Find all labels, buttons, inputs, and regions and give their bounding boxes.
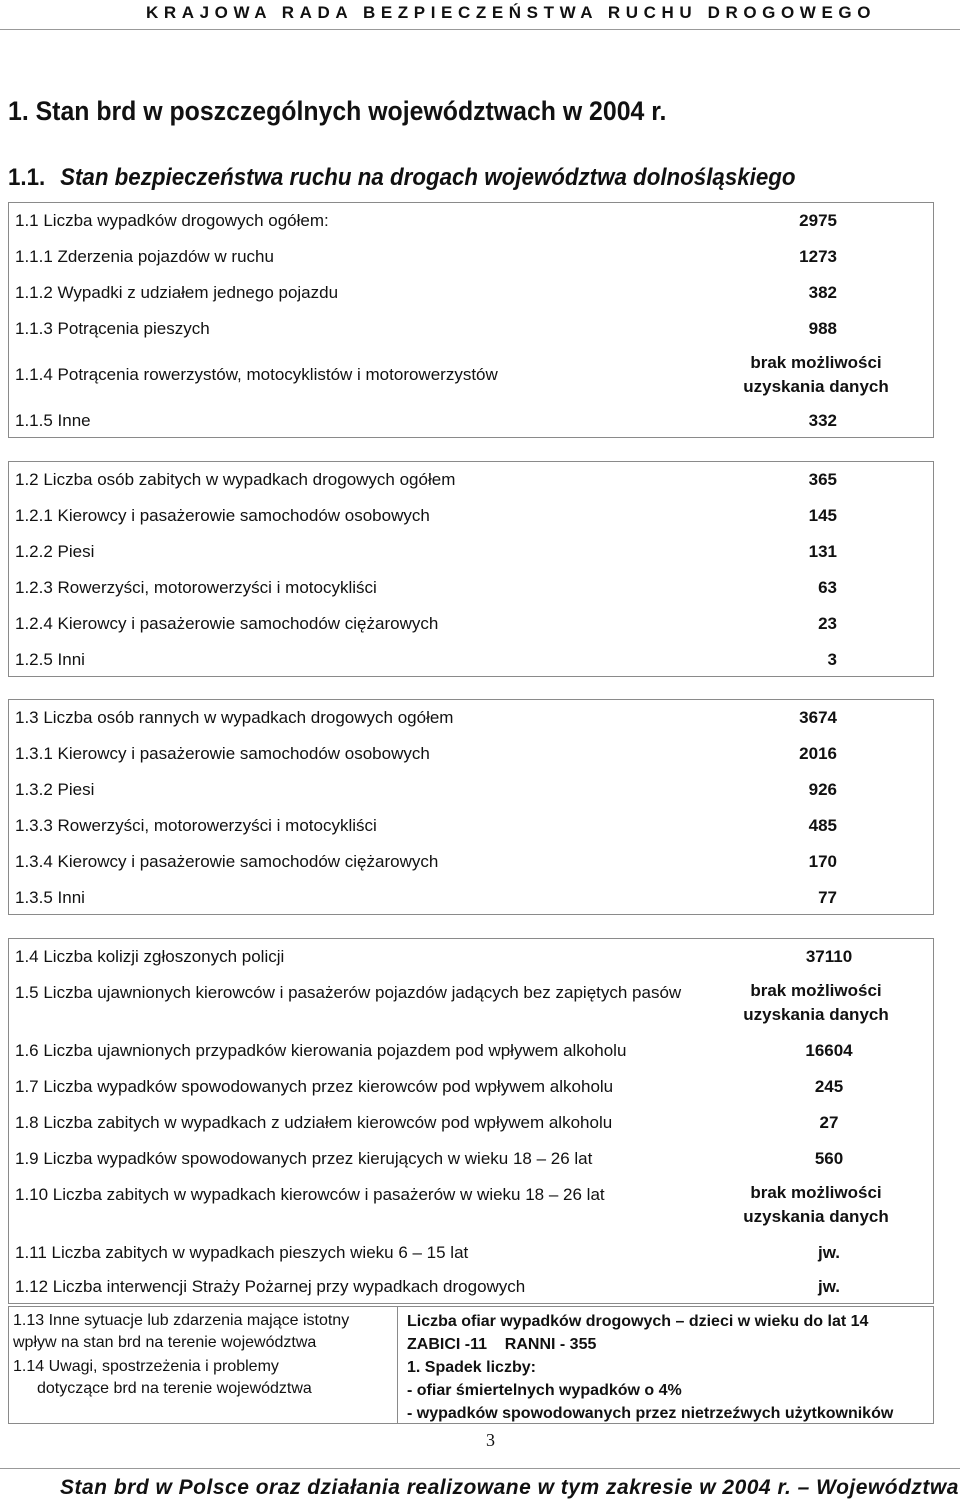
section-title-text: Stan bezpieczeństwa ruchu na drogach województwa dolnośląskiego xyxy=(60,164,796,191)
notes-divider xyxy=(397,1307,398,1423)
row-label: 1.1.1 Zderzenia pojazdów w ruchu xyxy=(15,247,274,266)
row-value: brak możliwości uzyskania danych xyxy=(743,981,889,1024)
notes-table xyxy=(8,1306,934,1424)
row-label: 1.3.4 Kierowcy i pasażerowie samochodów ciężarowych xyxy=(15,852,439,871)
page-header xyxy=(0,0,960,30)
row-label: 1.1.2 Wypadki z udziałem jednego pojazdu xyxy=(15,283,339,302)
notes-labels xyxy=(13,1310,395,1400)
table-row xyxy=(9,403,933,439)
row-value: 2016 xyxy=(799,744,837,763)
row-label: 1.2.4 Kierowcy i pasażerowie samochodów ciężarowych xyxy=(15,614,439,633)
row-value: 245 xyxy=(814,1077,844,1096)
row-label: 1.3.5 Inni xyxy=(15,888,85,907)
table-row xyxy=(9,975,933,1031)
table-row xyxy=(9,736,933,772)
row-label: 1.9 Liczba wypadków spowodowanych przez kierujących w wieku 18 – 26 lat xyxy=(15,1149,593,1168)
table-row xyxy=(9,606,933,642)
notes-content xyxy=(407,1310,927,1425)
table-row xyxy=(9,844,933,880)
row-value: 131 xyxy=(808,542,837,561)
row-value: 3 xyxy=(827,650,837,669)
table-row xyxy=(9,462,933,498)
table-row xyxy=(9,772,933,808)
row-label: 1.8 Liczba zabitych w wypadkach z udziałem kierowców pod wpływem alkoholu xyxy=(15,1113,613,1132)
note-label: 1.14 Uwagi, spostrzeżenia i problemy xyxy=(13,1358,279,1375)
row-value: 63 xyxy=(818,578,837,597)
table-row xyxy=(9,1105,933,1141)
row-label: 1.11 Liczba zabitych w wypadkach pieszych wieku 6 – 15 lat xyxy=(15,1243,469,1262)
table-row xyxy=(9,275,933,311)
fatalities-table xyxy=(8,461,934,677)
row-value: 988 xyxy=(808,319,837,338)
page-number: 3 xyxy=(486,1430,495,1450)
row-label: 1.2.3 Rowerzyści, motorowerzyści i motocykliści xyxy=(15,578,377,597)
row-value: 365 xyxy=(808,470,837,489)
row-value: 2975 xyxy=(799,211,837,230)
row-label: 1.2 Liczba osób zabitych w wypadkach drogowych ogółem xyxy=(15,470,456,489)
row-value: jw. xyxy=(817,1277,841,1296)
row-label: 1.2.5 Inni xyxy=(15,650,85,669)
table-row xyxy=(9,534,933,570)
footer-divider xyxy=(0,1468,960,1469)
row-value: 1273 xyxy=(799,247,837,266)
row-label: 1.7 Liczba wypadków spowodowanych przez kierowców pod wpływem alkoholu xyxy=(15,1077,614,1096)
row-label: 1.1 Liczba wypadków drogowych ogółem: xyxy=(15,211,329,230)
note-text: ZABICI -11 RANNI - 355 xyxy=(407,1336,597,1353)
row-label: 1.2.2 Piesi xyxy=(15,542,95,561)
row-value: 145 xyxy=(808,506,837,525)
row-label: 1.3.2 Piesi xyxy=(15,780,95,799)
accidents-table xyxy=(8,202,934,438)
other-statistics-table xyxy=(8,938,934,1304)
row-label: 1.3.3 Rowerzyści, motorowerzyści i motocykliści xyxy=(15,816,377,835)
row-value: jw. xyxy=(817,1243,841,1262)
row-value: brak możliwości uzyskania danych xyxy=(743,1183,889,1226)
table-row xyxy=(9,570,933,606)
table-row xyxy=(9,700,933,736)
row-value: 170 xyxy=(808,852,837,871)
note-text: 1. Spadek liczby: xyxy=(407,1359,536,1376)
row-label: 1.1.5 Inne xyxy=(15,411,91,430)
row-value: 23 xyxy=(818,614,837,633)
table-row xyxy=(9,203,933,239)
table-row xyxy=(9,1069,933,1105)
row-label: 1.1.3 Potrącenia pieszych xyxy=(15,319,210,338)
row-value: 37110 xyxy=(805,947,853,966)
note-label: wpływ na stan brd na terenie województwa xyxy=(13,1334,317,1351)
table-row xyxy=(9,498,933,534)
table-row xyxy=(9,1141,933,1177)
injuries-table xyxy=(8,699,934,915)
row-label: 1.3.1 Kierowcy i pasażerowie samochodów osobowych xyxy=(15,744,430,763)
table-row xyxy=(9,1235,933,1271)
table-row xyxy=(9,1177,933,1233)
table-row xyxy=(9,808,933,844)
table-row xyxy=(9,347,933,403)
row-value: 77 xyxy=(818,888,837,907)
row-value: 382 xyxy=(808,283,837,302)
note-text: Liczba ofiar wypadków drogowych – dzieci w wieku do lat 14 xyxy=(407,1313,869,1330)
row-value: 3674 xyxy=(799,708,837,727)
row-label: 1.3 Liczba osób rannych w wypadkach drogowych ogółem xyxy=(15,708,454,727)
row-label: 1.10 Liczba zabitych w wypadkach kierowców i pasażerów w wieku 18 – 26 lat xyxy=(15,1185,605,1204)
row-value: brak możliwości uzyskania danych xyxy=(743,353,889,396)
row-label: 1.6 Liczba ujawnionych przypadków kierowania pojazdem pod wpływem alkoholu xyxy=(15,1041,627,1060)
note-text: - ofiar śmiertelnych wypadków o 4% xyxy=(407,1382,682,1399)
row-label: 1.4 Liczba kolizji zgłoszonych policji xyxy=(15,947,285,966)
row-value: 926 xyxy=(808,780,837,799)
table-row xyxy=(9,1269,933,1305)
row-label: 1.1.4 Potrącenia rowerzystów, motocyklistów i motorowerzystów xyxy=(15,365,498,384)
page-title: 1. Stan brd w poszczególnych województwach w 2004 r. xyxy=(8,96,667,126)
row-value: 27 xyxy=(819,1113,839,1132)
row-value: 332 xyxy=(808,411,837,430)
note-text: - wypadków spowodowanych przez nietrzeźwych użytkowników xyxy=(407,1405,894,1422)
row-label: 1.2.1 Kierowcy i pasażerowie samochodów osobowych xyxy=(15,506,430,525)
note-label: dotyczące brd na terenie województwa xyxy=(37,1380,312,1397)
table-row xyxy=(9,642,933,678)
table-row xyxy=(9,1033,933,1069)
row-value: 485 xyxy=(808,816,837,835)
note-label: 1.13 Inne sytuacje lub zdarzenia mające istotny xyxy=(13,1312,350,1329)
section-number: 1.1. xyxy=(8,164,46,191)
row-label: 1.5 Liczba ujawnionych kierowców i pasażerów pojazdów jadących bez zapiętych pasów xyxy=(15,983,682,1002)
table-row xyxy=(9,239,933,275)
row-label: 1.12 Liczba interwencji Straży Pożarnej przy wypadkach drogowych xyxy=(15,1277,526,1296)
table-row xyxy=(9,880,933,916)
table-row xyxy=(9,939,933,975)
table-row xyxy=(9,311,933,347)
row-value: 16604 xyxy=(805,1041,853,1060)
section-title xyxy=(8,164,796,192)
header-divider xyxy=(0,29,960,30)
row-value: 560 xyxy=(814,1149,844,1168)
header-title: KRAJOWA RADA BEZPIECZEŃSTWA RUCHU DROGOWEGO xyxy=(146,3,877,22)
page-footer: Stan brd w Polsce oraz działania realizowane w tym zakresie w 2004 r. – Województwa xyxy=(60,1476,959,1499)
